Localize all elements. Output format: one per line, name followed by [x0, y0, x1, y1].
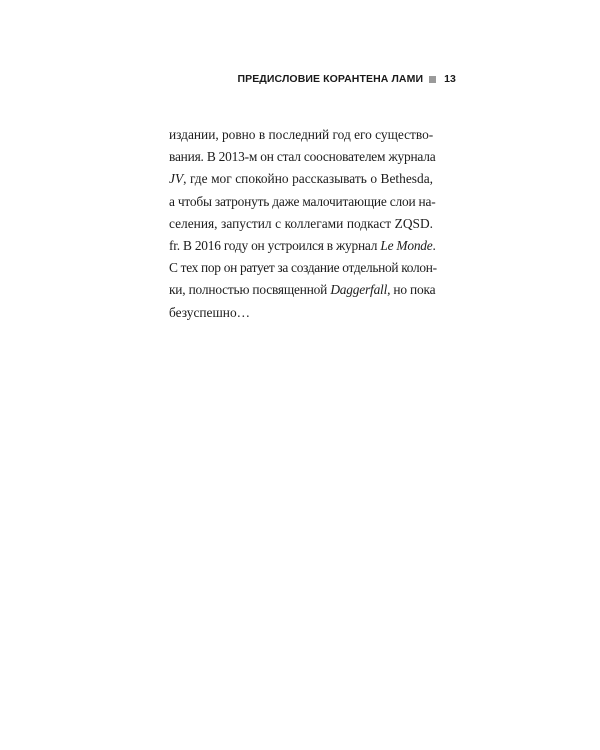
text-segment: селения, запустил с коллегами подкаст ZQSD.	[169, 215, 433, 231]
text-segment: С тех пор он ратует за создание отдельной колон-	[169, 260, 437, 276]
newspaper-title-le-monde: Le Monde	[380, 237, 433, 253]
text-line	[169, 124, 433, 146]
text-segment: , но пока	[387, 282, 436, 298]
text-line	[169, 279, 436, 301]
running-header	[237, 73, 456, 85]
text-line	[169, 213, 433, 235]
text-segment: а чтобы затронуть даже малочитающие слои на-	[169, 193, 436, 209]
text-segment: вания. В 2013-м он стал сооснователем журнала	[169, 149, 436, 165]
text-segment: ки, полностью посвященной	[169, 282, 331, 298]
text-line	[169, 235, 436, 257]
text-segment: , где мог спокойно рассказывать о Bethesda,	[183, 171, 433, 187]
page-number: 13	[444, 73, 456, 85]
text-line	[169, 168, 433, 190]
separator-square-icon	[429, 76, 436, 83]
text-line	[169, 302, 433, 324]
magazine-title-jv: JV	[169, 171, 184, 187]
running-title: ПРЕДИСЛОВИЕ КОРАНТЕНА ЛАМИ	[237, 73, 424, 85]
body-paragraph	[169, 124, 437, 324]
text-segment: .	[432, 237, 436, 253]
text-line	[169, 191, 436, 213]
text-segment: издании, ровно в последний год его существо-	[169, 127, 434, 142]
text-line	[169, 146, 436, 168]
text-segment: fr. В 2016 году он устроился в журнал	[169, 237, 381, 253]
game-title-daggerfall: Daggerfall	[330, 282, 388, 298]
text-line	[169, 257, 437, 279]
text-segment: безуспешно…	[169, 304, 251, 320]
